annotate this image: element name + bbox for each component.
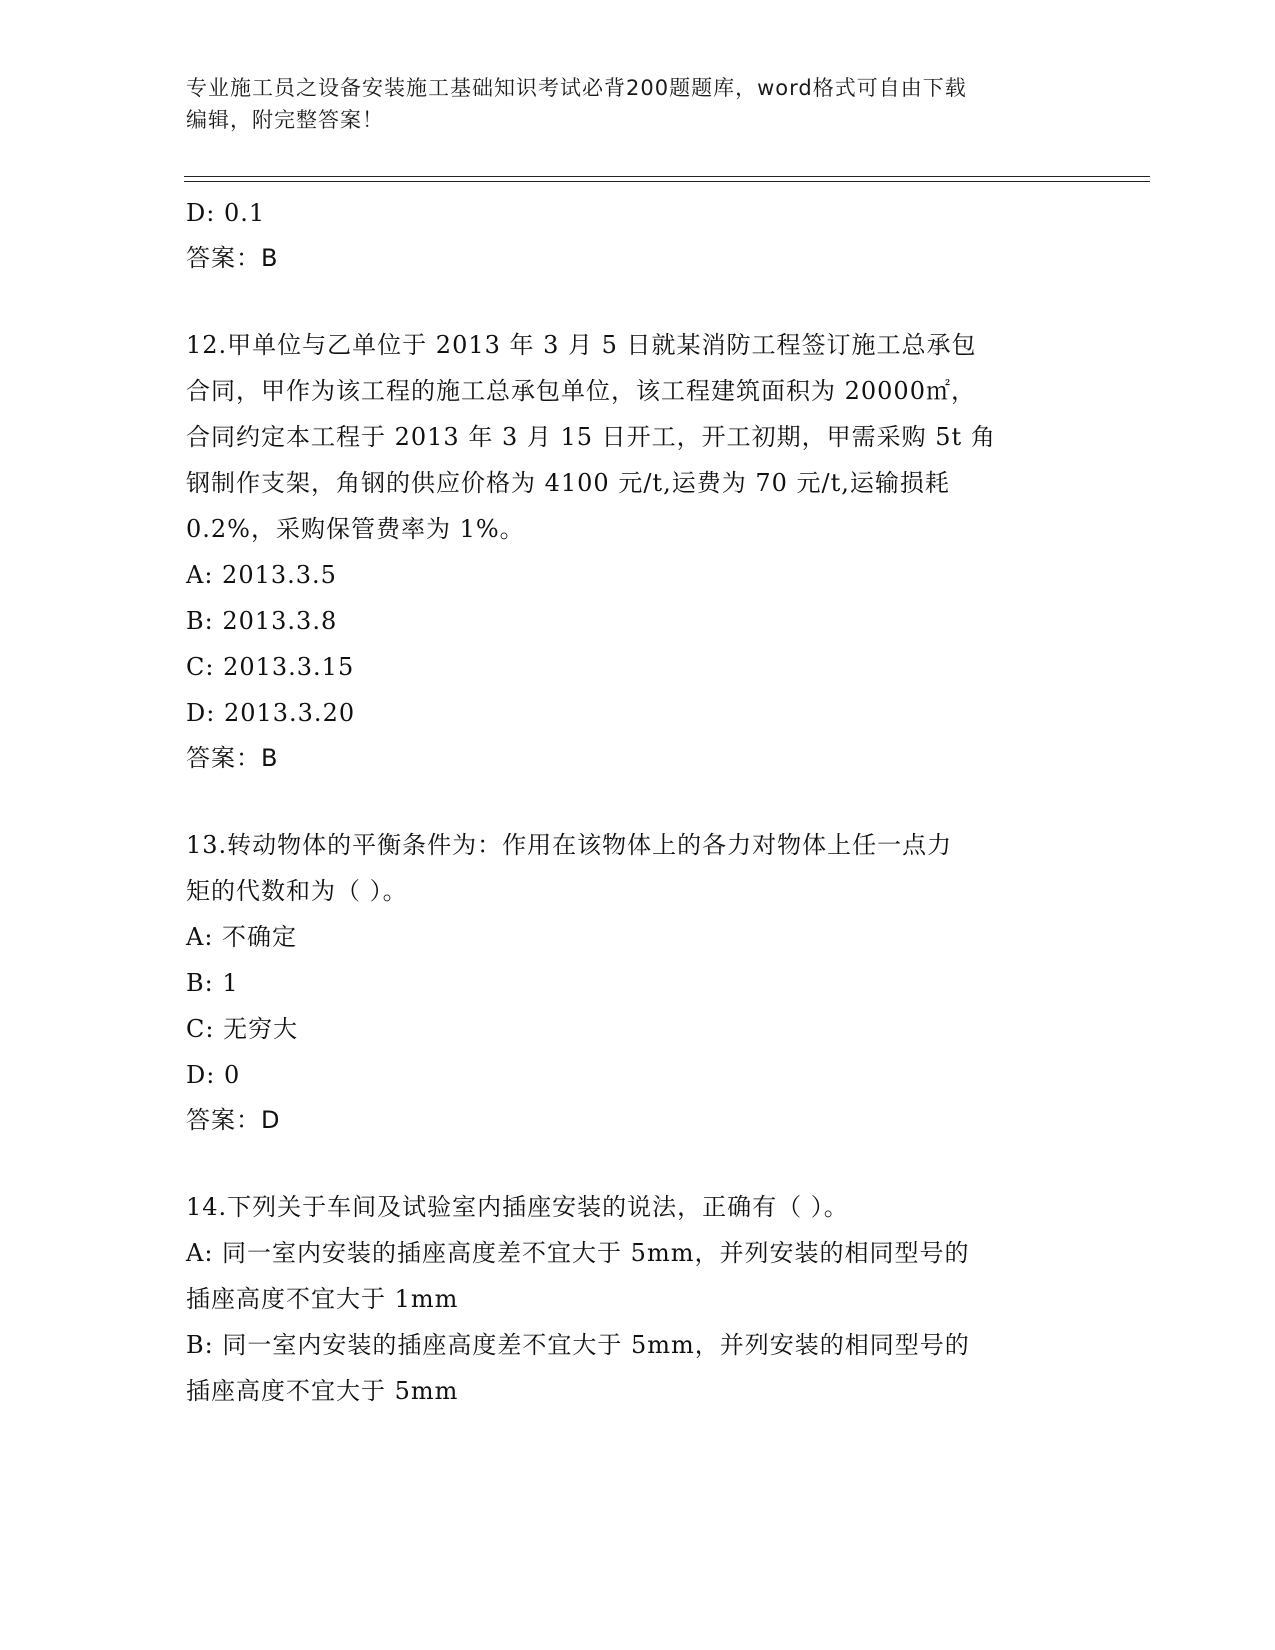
q13-stem-line: 矩的代数和为（ ）。: [186, 877, 408, 905]
document-body: [186, 190, 1086, 1414]
q11-answer: 答案：B: [186, 244, 279, 272]
q14-option-b-line-2: 插座高度不宜大于 5mm: [186, 1377, 459, 1405]
q13-option-c: C: 无穷大: [186, 1015, 299, 1043]
spacer: [186, 1142, 1086, 1184]
header-title-line-1: 专业施工员之设备安装施工基础知识考试必背200题题库，word格式可自由下载: [186, 76, 967, 100]
q13-option-b: B: 1: [186, 969, 239, 997]
q13-option-a: A: 不确定: [186, 923, 298, 951]
header-title-line-2: 编辑，附完整答案！: [186, 108, 384, 132]
q13-answer: 答案：D: [186, 1106, 281, 1134]
question-14: [186, 1184, 1086, 1414]
q14-stem-line: 14.下列关于车间及试验室内插座安装的说法，正确有（ ）。: [186, 1193, 849, 1221]
question-13: [186, 822, 1086, 1142]
q12-stem-line: 0.2%，采购保管费率为 1%。: [186, 515, 525, 543]
q12-answer: 答案：B: [186, 744, 279, 772]
header-divider-top: [184, 176, 1150, 177]
question-11-tail: [186, 190, 1086, 280]
spacer: [186, 280, 1086, 322]
q12-stem-line: 合同约定本工程于 2013 年 3 月 15 日开工，开工初期，甲需采购 5t 角: [186, 423, 996, 451]
q13-option-d: D: 0: [186, 1061, 241, 1089]
q14-option-a-line-1: A: 同一室内安装的插座高度差不宜大于 5mm，并列安装的相同型号的: [186, 1239, 970, 1267]
q12-stem-line: 12.甲单位与乙单位于 2013 年 3 月 5 日就某消防工程签订施工总承包: [186, 331, 977, 359]
header-divider-bottom: [184, 181, 1150, 182]
q11-option-d: D: 0.1: [186, 199, 266, 227]
q12-option-b: B: 2013.3.8: [186, 607, 338, 635]
q12-stem-line: 合同，甲作为该工程的施工总承包单位，该工程建筑面积为 20000㎡，: [186, 377, 976, 405]
q12-option-a: A: 2013.3.5: [186, 561, 337, 589]
q14-option-b-line-1: B: 同一室内安装的插座高度差不宜大于 5mm，并列安装的相同型号的: [186, 1331, 970, 1359]
q14-option-a-line-2: 插座高度不宜大于 1mm: [186, 1285, 459, 1313]
q12-stem-line: 钢制作支架，角钢的供应价格为 4100 元/t,运费为 70 元/t,运输损耗: [186, 469, 950, 497]
q12-option-d: D: 2013.3.20: [186, 699, 356, 727]
spacer: [186, 780, 1086, 822]
question-12: [186, 322, 1086, 780]
q12-option-c: C: 2013.3.15: [186, 653, 355, 681]
document-header: [186, 72, 1086, 136]
q13-stem-line: 13.转动物体的平衡条件为：作用在该物体上的各力对物体上任一点力: [186, 831, 953, 859]
